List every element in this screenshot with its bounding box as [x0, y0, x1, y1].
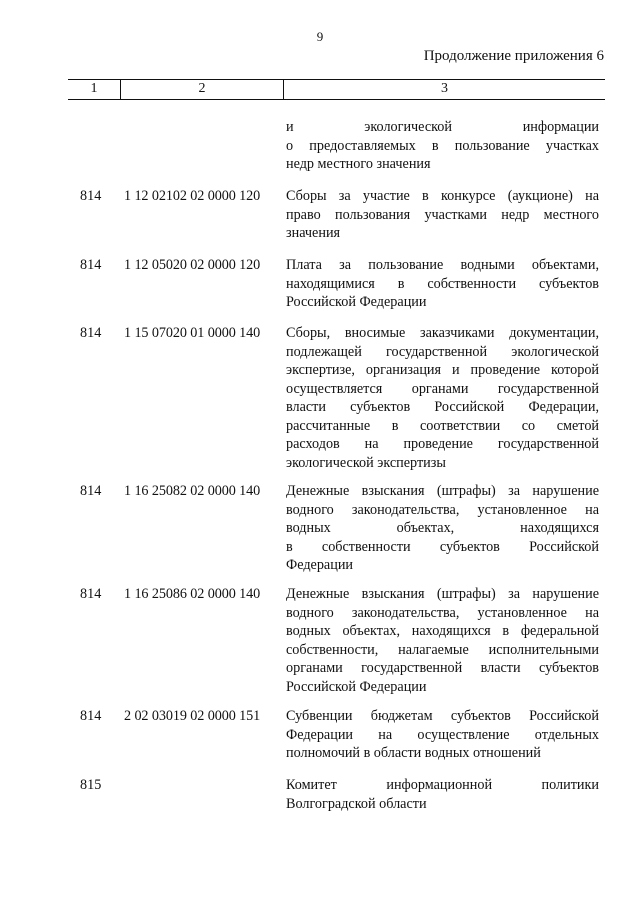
description-line: органами государственной власти субъектов: [286, 660, 599, 676]
admin-code-cell: 814: [80, 708, 102, 724]
page-number: 9: [316, 29, 324, 44]
description-line: водных объектах, находящихся: [286, 520, 599, 536]
budget-code-cell: 1 16 25082 02 0000 140: [124, 483, 261, 499]
description-line: власти субъектов Российской Федерации,: [286, 399, 599, 415]
budget-code-cell: 2 02 03019 02 0000 151: [124, 708, 261, 724]
description-line: находящимися в собственности субъектов: [286, 275, 599, 292]
description-line: водных объектах, находящихся в федеральной: [286, 623, 599, 639]
budget-code-cell: 1 16 25086 02 0000 140: [124, 586, 261, 602]
description-line: Плата за пользование водными объектами,: [286, 257, 599, 273]
description-line: водного законодательства, установленное на: [286, 604, 599, 621]
admin-code-cell: 814: [80, 257, 102, 273]
description-line: Федерации на осуществление отдельных: [286, 726, 599, 743]
description-line: и экологической информации: [286, 119, 599, 135]
description-line: экологической экспертизы: [286, 454, 446, 471]
description-line: Денежные взыскания (штрафы) за нарушение: [286, 483, 599, 499]
description-line: недр местного значения: [286, 156, 431, 172]
budget-code-cell: 1 12 02102 02 0000 120: [124, 188, 261, 204]
revenue-description-cell: [286, 707, 599, 763]
header-col-3: 3: [441, 81, 448, 96]
description-line: Федерации: [286, 557, 354, 573]
description-line: собственности, налагаемые исполнительными: [286, 641, 599, 658]
revenue-description-cell: [286, 324, 599, 472]
description-line: подлежащей государственной экологической: [286, 343, 599, 360]
budget-code-cell: 1 12 05020 02 0000 120: [124, 257, 261, 273]
admin-code-cell: 814: [80, 188, 102, 204]
description-line: право пользования участками недр местного: [286, 206, 599, 223]
description-line: Сборы, вносимые заказчиками документации,: [286, 325, 599, 341]
description-line: полномочий в области водных отношений: [286, 745, 541, 761]
description-line: экспертизе, организация и проведение которой: [286, 362, 599, 378]
table-header: [68, 79, 605, 100]
admin-code-cell: 814: [80, 325, 102, 341]
header-col-2: 2: [198, 81, 206, 96]
description-line: Комитет информационной политики: [286, 777, 599, 793]
budget-code-cell: 1 15 07020 01 0000 140: [124, 325, 261, 341]
admin-code-cell: 814: [80, 586, 102, 602]
description-line: расходов на проведение государственной: [286, 436, 599, 452]
admin-code-cell: 814: [80, 483, 102, 499]
revenue-description-cell: [286, 256, 599, 312]
revenue-description-cell: [286, 776, 599, 813]
description-line: рассчитанные в соответствии со сметой: [286, 417, 599, 434]
description-line: Сборы за участие в конкурсе (аукционе) на: [286, 188, 599, 204]
appendix-label: Продолжение приложения 6: [423, 48, 604, 64]
description-line: в собственности субъектов Российской: [286, 538, 599, 555]
description-line: Российской Федерации: [286, 678, 427, 695]
revenue-description-cell: [286, 187, 599, 243]
description-line: осуществляется органами государственной: [286, 380, 599, 397]
description-line: Российской Федерации: [286, 294, 427, 310]
header-col-1: 1: [90, 81, 98, 96]
revenue-description-cell: [286, 585, 599, 696]
description-line: о предоставляемых в пользование участках: [286, 137, 599, 154]
admin-code-cell: 815: [80, 777, 102, 793]
description-line: Волгоградской области: [286, 795, 427, 812]
revenue-description-cell: [286, 482, 599, 575]
description-line: водного законодательства, установленное на: [286, 501, 599, 518]
description-line: Денежные взыскания (штрафы) за нарушение: [286, 586, 599, 602]
description-line: значения: [286, 225, 341, 241]
description-line: Субвенции бюджетам субъектов Российской: [286, 708, 599, 724]
revenue-description-cell: [286, 118, 599, 174]
